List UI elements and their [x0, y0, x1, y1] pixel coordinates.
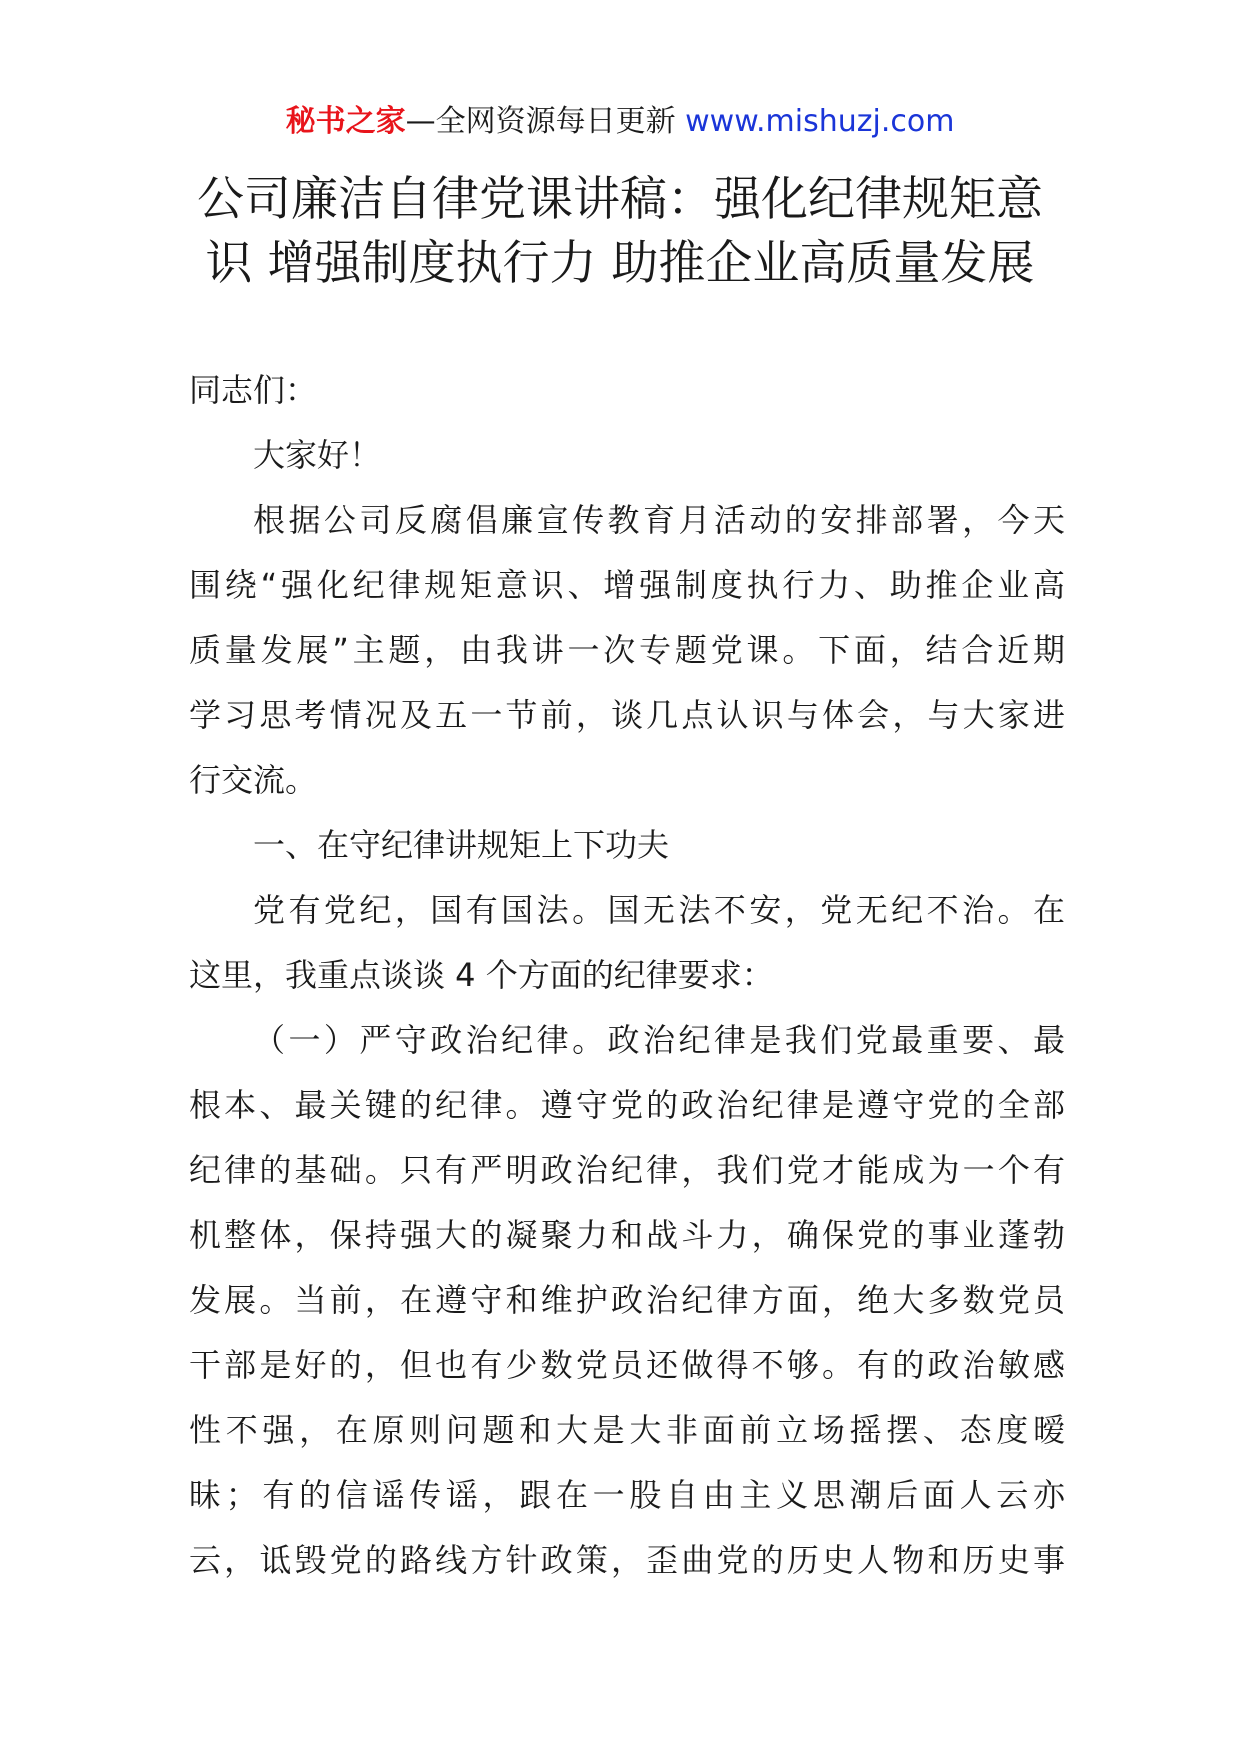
paragraph-line-block	[189, 1398, 1065, 1463]
document-body	[189, 358, 1065, 1593]
paragraph-line-block	[189, 1528, 1065, 1593]
paragraph-line: 围绕“强化纪律规矩意识、增强制度执行力、助推企业高	[189, 566, 1065, 604]
document-title	[150, 168, 1090, 296]
paragraph-line: 纪律的基础。只有严明政治纪律，我们党才能成为一个有	[189, 1151, 1065, 1189]
paragraph-line: 发展。当前，在遵守和维护政治纪律方面，绝大多数党员	[189, 1281, 1065, 1319]
paragraph	[189, 1008, 1065, 1073]
source-banner	[0, 102, 1240, 142]
paragraph-line-block	[189, 748, 1065, 813]
banner-tagline: —全网资源每日更新	[405, 104, 676, 139]
paragraph-line: 昧；有的信谣传谣，跟在一股自由主义思潮后面人云亦	[189, 1476, 1065, 1514]
paragraph-line: 根本、最关键的纪律。遵守党的政治纪律是遵守党的全部	[189, 1086, 1065, 1124]
paragraph-line-block	[189, 1463, 1065, 1528]
paragraph-line: 机整体，保持强大的凝聚力和战斗力，确保党的事业蓬勃	[189, 1216, 1065, 1254]
paragraph-line-block	[189, 1333, 1065, 1398]
paragraph-line-block	[189, 1268, 1065, 1333]
paragraph-line: 学习思考情况及五一节前，谈几点认识与体会，与大家进	[189, 696, 1065, 734]
greeting: 大家好！	[253, 436, 382, 474]
brand-name: 秘书之家	[285, 104, 406, 139]
paragraph-line: 根据公司反腐倡廉宣传教育月活动的安排部署，今天	[253, 501, 1065, 539]
paragraph-line-block	[189, 1073, 1065, 1138]
paragraph	[189, 878, 1065, 943]
paragraph-line: 性不强，在原则问题和大是大非面前立场摇摆、态度暧	[189, 1411, 1065, 1449]
paragraph-line: 云，诋毁党的路线方针政策，歪曲党的历史人物和历史事	[189, 1541, 1065, 1579]
paragraph-line: 这里，我重点谈谈 4 个方面的纪律要求：	[189, 956, 774, 994]
title-line: 识 增强制度执行力 助推企业高质量发展	[205, 236, 1035, 291]
paragraph	[189, 488, 1065, 553]
website-link[interactable]: www.mishuzj.com	[685, 104, 955, 139]
title-line: 公司廉洁自律党课讲稿：强化纪律规矩意	[197, 172, 1043, 227]
paragraph-line-block	[189, 1138, 1065, 1203]
section-heading: 一、在守纪律讲规矩上下功夫	[253, 826, 670, 864]
paragraph-line: 质量发展”主题，由我讲一次专题党课。下面，结合近期	[189, 631, 1065, 669]
paragraph-line-block	[189, 943, 1065, 1008]
paragraph-line: 行交流。	[189, 761, 318, 799]
paragraph-line-block	[189, 618, 1065, 683]
paragraph-line: （一）严守政治纪律。政治纪律是我们党最重要、最	[253, 1021, 1065, 1059]
paragraph-line-block	[189, 1203, 1065, 1268]
paragraph-line: 党有党纪，国有国法。国无法不安，党无纪不治。在	[253, 891, 1065, 929]
paragraph-line: 干部是好的，但也有少数党员还做得不够。有的政治敏感	[189, 1346, 1065, 1384]
paragraph-line-block	[189, 553, 1065, 618]
paragraph-line-block	[189, 683, 1065, 748]
salutation: 同志们：	[189, 371, 318, 409]
